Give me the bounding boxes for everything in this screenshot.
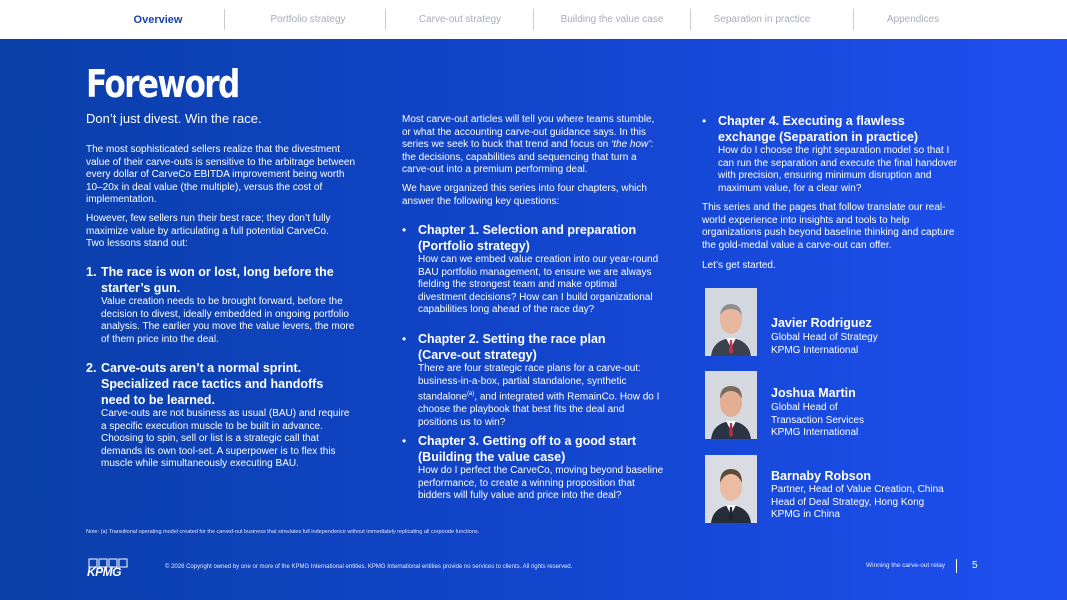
person-name: Javier Rodriguez [771,316,872,330]
tab-label: Building the value case [560,14,664,25]
avatar-joshua-martin [705,371,757,439]
text-line: Transaction Services [771,414,864,426]
lesson-number: 1. [86,265,97,279]
text-line: How can we embed value creation into our year-round [418,254,659,265]
text-line: KPMG International [771,344,859,356]
page-subtitle: Don’t just divest. Win the race. [86,111,262,126]
person-name: Joshua Martin [771,386,856,400]
text-line: bidders will fully value and price into the deal? [418,490,622,502]
text-span: , and integrated with RemainCo. How do I [474,391,660,403]
lesson-heading: The race is won or lost, long before the [101,265,334,279]
chapter-heading: (Portfolio strategy) [418,239,530,253]
footnote: Note: (a) Transitional operating model created for the carved-out business that simulates full independence without immediately replicating all corporate functions. [86,529,480,535]
text-line: business-in-a-box, partial standalone, synthetic [418,375,627,387]
text-line: the gold-medal value a carve-out can offer. [702,239,892,251]
series-intro-paragraph [402,114,692,177]
chapter-4 [702,113,992,198]
lesson-heading: Specialized race tactics and handoffs [101,377,324,391]
chapter-1 [402,222,692,322]
person-photo-icon [705,288,757,356]
lesson-heading: starter’s gun. [101,281,181,295]
text-line: organizations push beyond baseline thinking and capture [702,227,955,239]
chapter-heading: (Building the value case) [418,450,566,464]
tab-label: Appendices [886,14,940,25]
chapter-3 [402,433,692,508]
text-line: implementation. [86,194,157,206]
page-number: 5 [972,560,978,571]
chapters-intro-paragraph [402,183,692,208]
intro-paragraph [86,144,386,207]
text-line: The most sophisticated sellers realize that the divestment [86,144,341,155]
footnote-marker: (a) [466,391,475,398]
lesson-number: 2. [86,361,97,375]
chapter-heading: Chapter 1. Selection and preparation [418,223,637,237]
text-line: Most carve-out articles will tell you where teams stumble, [402,114,655,125]
text-line: decision to divest, ideally embedded in ongoing portfolio [101,308,349,320]
bullet-icon: • [402,223,407,237]
text-line: choose the playbook that best fits the deal and [418,404,625,416]
chapter-2 [402,331,692,431]
text-line: world experience into insights and tools to help [702,214,910,226]
text-line: Carve-outs are not business as usual (BAU) and require [101,408,350,419]
text-line: answer the following key questions: [402,195,560,207]
copyright-text: © 2026 Copyright owned by one or more of the KPMG International entities. KPMG International entities provide no services to clients. All rights reserved. [165,564,573,570]
text-line: of them price into the deal. [101,333,219,345]
bullet-icon: • [702,114,707,128]
text-line: demands its own tool-set. A superpower is to flex this [101,445,336,457]
page-title: Foreword [86,62,239,106]
person-photo-icon [705,455,757,523]
text-line: There are four strategic race plans for a carve-out: [418,363,641,374]
text-line: with precision, ensuring minimum disruption and [718,170,932,182]
lesson-1 [86,264,386,354]
text-line: Choosing to spin, sell or list is a strategic call that [101,433,319,445]
series-summary-paragraph [702,202,992,252]
text-line: positions us to win? [418,416,506,428]
chapter-heading: exchange (Separation in practice) [718,130,919,144]
person-name: Barnaby Robson [771,469,872,483]
text-span: series we seek to buck that trend and focus on [402,139,609,151]
text-line: carve-out into a premium performing deal. [402,164,588,176]
text-span: : [650,139,654,151]
text-line: KPMG in China [771,509,840,521]
text-line: BAU portfolio management, to ensure we are always [418,266,652,278]
tab-building-the-value-case[interactable] [540,0,684,39]
text-line: KPMG International [771,427,859,439]
text-line [402,139,692,152]
tab-portfolio-strategy[interactable] [240,0,376,39]
text-line: performance, to create a winning proposition that [418,477,635,489]
tab-divider [385,9,386,30]
text-line: a specific execution muscle to be built in advance. [101,420,323,432]
tab-divider [853,9,854,30]
person-role [771,484,944,522]
person-photo-icon [705,371,757,439]
text-line: can run the separation and execute the final handover [718,157,958,169]
tab-label: Overview [133,13,183,26]
lesson-heading: need to be learned. [101,393,215,407]
text-line: Value creation needs to be brought forward, before the [101,296,343,307]
text-line: However, few sellers run their best race; they don’t fully [86,213,331,224]
chapter-heading: (Carve-out strategy) [418,348,537,362]
chapter-heading: Chapter 2. Setting the race plan [418,332,606,346]
chapter-heading: Chapter 4. Executing a flawless [718,114,905,128]
text-line: How do I choose the right separation model so that I [718,145,950,156]
lesson-heading: Carve-outs aren’t a normal sprint. [101,361,302,375]
tab-label: Portfolio strategy [270,14,346,25]
text-line: maximize value by articulating a full potential CarveCo. [86,225,329,237]
tab-label: Carve-out strategy [418,14,502,25]
text-line: the decisions, capabilities and sequencing that turn a [402,151,637,163]
tab-overview[interactable] [108,0,208,39]
text-line: value of their carve-outs is sensitive to the arbitrage between [86,156,356,168]
avatar-barnaby-robson [705,455,757,523]
avatar-javier-rodriguez [705,288,757,356]
text-line: or what the accounting carve-out guidance says. In this [402,126,647,138]
logo-text: KPMG [87,565,121,579]
text-line: 10–20x in deal value (the multiple), versus the cost of [86,181,323,193]
text-line: Global Head of Strategy [771,332,878,343]
emphasis-text: ‘the how’ [611,139,651,151]
footer-divider [956,559,957,573]
text-line [418,388,693,404]
text-line: divestment decisions? How can I build organizational [418,291,653,303]
text-line: muscle while simultaneously executing BAU. [101,458,299,470]
text-line: maximum value, for a clear win? [718,182,862,194]
text-line: How do I perfect the CarveCo, moving beyond baseline [418,465,664,476]
lesson-2 [86,360,386,480]
bullet-icon: • [402,332,407,346]
person-role [771,332,878,357]
chapter-heading: Chapter 3. Getting off to a good start [418,434,637,448]
tab-label: Separation in practice [713,14,811,25]
text-line: every dollar of CarveCo EBITDA improvement being worth [86,169,345,181]
tab-divider [533,9,534,30]
text-span: standalone [418,391,467,403]
closing-line: Let’s get started. [702,260,776,271]
tab-carve-out-strategy[interactable] [394,0,526,39]
text-line: We have organized this series into four chapters, which [402,183,647,194]
text-line: analysis. The earlier you move the value levers, the more [101,321,355,333]
person-role [771,402,864,440]
top-navigation [0,0,1067,39]
text-line: capabilities long ahead of the race day? [418,304,595,316]
tab-divider [224,9,225,30]
tab-divider [690,9,691,30]
text-line: fielding the strongest team and make optimal [418,279,617,291]
lessons-intro-paragraph [86,213,386,251]
kpmg-logo [86,558,130,578]
tab-appendices[interactable] [868,0,958,39]
text-line: Two lessons stand out: [86,238,188,250]
document-title: Winning the carve-out relay [866,562,946,569]
text-line: Global Head of [771,402,838,413]
text-line: Partner, Head of Value Creation, China [771,484,944,495]
tab-separation-in-practice[interactable] [698,0,826,39]
bullet-icon: • [402,434,407,448]
text-line: This series and the pages that follow translate our real- [702,202,946,213]
text-line: Head of Deal Strategy, Hong Kong [771,496,925,508]
